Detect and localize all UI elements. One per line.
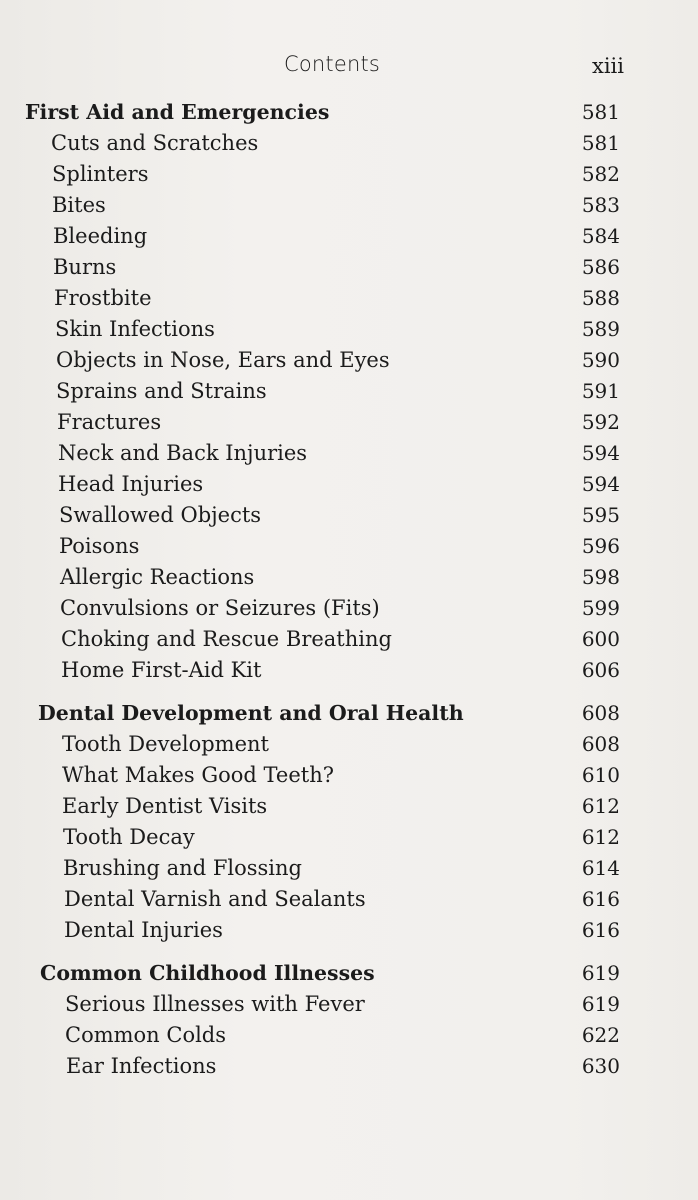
- toc-entry: [0, 593, 698, 624]
- entry-page: 600: [581, 627, 620, 651]
- running-head: [0, 52, 698, 80]
- entry-page: 619: [581, 992, 620, 1016]
- table-of-contents: [0, 97, 698, 1082]
- entry-label: Splinters: [52, 162, 149, 186]
- entry-page: 598: [581, 565, 620, 589]
- entry-label: Objects in Nose, Ears and Eyes: [56, 348, 390, 372]
- entry-label: Swallowed Objects: [59, 503, 262, 527]
- entry-page: 608: [581, 732, 620, 756]
- entry-label: Burns: [53, 255, 117, 279]
- entry-label: Dental Injuries: [64, 918, 223, 942]
- entry-label: Brushing and Flossing: [63, 856, 302, 880]
- entry-label: What Makes Good Teeth?: [62, 763, 335, 787]
- entry-page: 588: [581, 286, 620, 310]
- entry-page: 586: [581, 255, 620, 279]
- toc-entry: [0, 531, 698, 562]
- toc-entry: [0, 822, 698, 853]
- entry-label: Bleeding: [53, 224, 148, 248]
- entry-page: 612: [581, 825, 620, 849]
- entry-label: Allergic Reactions: [60, 565, 255, 589]
- section-title: First Aid and Emergencies: [25, 100, 330, 124]
- toc-entry: [0, 407, 698, 438]
- entry-label: Common Colds: [65, 1023, 227, 1047]
- entry-page: 595: [581, 503, 620, 527]
- entry-label: Poisons: [59, 534, 140, 558]
- entry-page: 606: [581, 658, 620, 682]
- entry-label: Frostbite: [54, 286, 152, 310]
- toc-entry: [0, 283, 698, 314]
- entry-label: Fractures: [57, 410, 162, 434]
- toc-entry: [0, 190, 698, 221]
- toc-entry: [0, 729, 698, 760]
- entry-label: Tooth Development: [62, 732, 269, 756]
- entry-page: 612: [581, 794, 620, 818]
- toc-entry: [0, 159, 698, 190]
- entry-page: 589: [581, 317, 620, 341]
- toc-section-heading: [0, 958, 698, 989]
- entry-label: Serious Illnesses with Fever: [65, 992, 365, 1016]
- entry-page: 583: [581, 193, 620, 217]
- toc-entry: [0, 853, 698, 884]
- entry-page: 616: [581, 887, 620, 911]
- entry-page: 590: [581, 348, 620, 372]
- section-gap: [0, 946, 698, 958]
- section-title: Dental Development and Oral Health: [38, 701, 464, 725]
- toc-entry: [0, 989, 698, 1020]
- toc-entry: [0, 221, 698, 252]
- toc-entry: [0, 1051, 698, 1082]
- toc-section-heading: [0, 97, 698, 128]
- section-gap: [0, 686, 698, 698]
- toc-entry: [0, 915, 698, 946]
- toc-entry: [0, 500, 698, 531]
- entry-label: Skin Infections: [55, 317, 215, 341]
- entry-page: 630: [581, 1054, 620, 1078]
- entry-label: Choking and Rescue Breathing: [61, 627, 392, 651]
- toc-section-heading: [0, 698, 698, 729]
- entry-label: Early Dentist Visits: [62, 794, 268, 818]
- entry-page: 592: [581, 410, 620, 434]
- entry-label: Convulsions or Seizures (Fits): [60, 596, 380, 620]
- toc-entry: [0, 314, 698, 345]
- entry-page: 582: [581, 162, 620, 186]
- entry-page: 596: [581, 534, 620, 558]
- entry-page: 599: [581, 596, 620, 620]
- toc-section-dental: [0, 698, 698, 946]
- entry-page: 584: [581, 224, 620, 248]
- toc-entry: [0, 791, 698, 822]
- entry-page: 622: [581, 1023, 620, 1047]
- toc-entry: [0, 128, 698, 159]
- entry-page: 610: [581, 763, 620, 787]
- toc-entry: [0, 376, 698, 407]
- entry-page: 614: [581, 856, 620, 880]
- entry-page: 581: [581, 131, 620, 155]
- page-number: xiii: [592, 54, 624, 78]
- entry-label: Tooth Decay: [63, 825, 195, 849]
- entry-label: Neck and Back Injuries: [58, 441, 308, 465]
- page-title: Contents: [284, 52, 381, 76]
- toc-section-first-aid: [0, 97, 698, 686]
- toc-section-illnesses: [0, 958, 698, 1082]
- entry-label: Sprains and Strains: [56, 379, 267, 403]
- entry-page: 591: [581, 379, 620, 403]
- toc-entry: [0, 884, 698, 915]
- entry-label: Cuts and Scratches: [51, 131, 259, 155]
- toc-entry: [0, 1020, 698, 1051]
- toc-entry: [0, 469, 698, 500]
- entry-label: Home First-Aid Kit: [61, 658, 262, 682]
- toc-entry: [0, 562, 698, 593]
- section-title: Common Childhood Illnesses: [40, 961, 375, 985]
- toc-entry: [0, 760, 698, 791]
- toc-entry: [0, 345, 698, 376]
- toc-entry: [0, 655, 698, 686]
- section-page: 608: [581, 701, 620, 725]
- toc-entry: [0, 438, 698, 469]
- entry-page: 594: [581, 441, 620, 465]
- entry-label: Dental Varnish and Sealants: [64, 887, 366, 911]
- entry-label: Head Injuries: [58, 472, 204, 496]
- section-page: 619: [581, 961, 620, 985]
- toc-entry: [0, 624, 698, 655]
- section-page: 581: [581, 100, 620, 124]
- toc-entry: [0, 252, 698, 283]
- entry-page: 616: [581, 918, 620, 942]
- entry-label: Bites: [52, 193, 106, 217]
- entry-label: Ear Infections: [66, 1054, 217, 1078]
- entry-page: 594: [581, 472, 620, 496]
